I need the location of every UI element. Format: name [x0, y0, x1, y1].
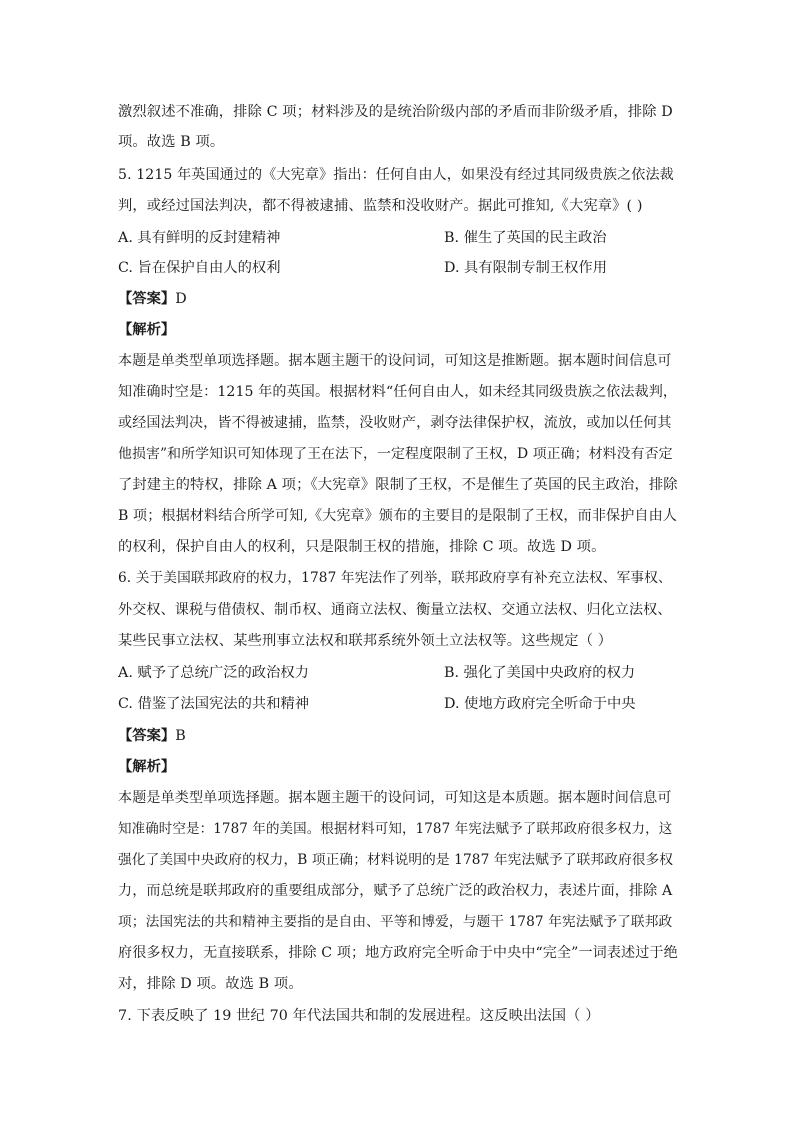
q5-option-c: C. 旨在保护自由人的权利 — [118, 260, 281, 276]
q6-option-c: C. 借鉴了法国宪法的共和精神 — [118, 696, 310, 712]
q5-analysis-line-1: 本题是单类型单项选择题。据本题主题干的设问词，可知这是推断题。据本题时间信息可 — [118, 353, 672, 369]
q5-option-b: B. 催生了英国的民主政治 — [444, 230, 607, 246]
q6-answer-value: B — [175, 728, 186, 744]
q6-analysis-line-6: 府很多权力，无直接联系，排除 C 项；地方政府完全听命于中央中“完全”一词表述过于绝 — [118, 945, 678, 961]
q6-option-b: B. 强化了美国中央政府的权力 — [444, 665, 636, 681]
q5-analysis-line-4: 他损害”和所学知识可知体现了王在法下，一定程度限制了王权，D 项正确；材料没有否定 — [118, 446, 673, 462]
prev-analysis-line-2: 项。故选 B 项。 — [118, 134, 225, 150]
q5-option-d: D. 具有限制专制王权作用 — [444, 260, 608, 276]
q6-analysis-line-7: 对，排除 D 项。故选 B 项。 — [118, 976, 303, 992]
q6-stem-line-1: 6. 关于美国联邦政府的权力，1787 年宪法作了列举，联邦政府享有补充立法权、军事权、 — [118, 570, 672, 586]
q5-analysis-line-7: 的权利，保护自由人的权利，只是限制王权的措施，排除 C 项。故选 D 项。 — [118, 539, 606, 555]
q7-stem: 7. 下表反映了 19 世纪 70 年代法国共和制的发展进程。这反映出法国（ ） — [118, 1008, 600, 1024]
q6-analysis-line-1: 本题是单类型单项选择题。据本题主题干的设问词，可知这是本质题。据本题时间信息可 — [118, 790, 672, 806]
q5-analysis-line-2: 知准确时空是：1215 年的英国。根据材料“任何自由人，如未经其同级贵族之依法裁判， — [118, 384, 678, 400]
q6-answer-label: 【答案】 — [118, 728, 176, 744]
q6-analysis-line-5: 项；法国宪法的共和精神主要指的是自由、平等和博爱，与题干 1787 年宪法赋予了联邦政 — [118, 914, 673, 930]
q5-analysis-line-3: 或经国法判决，皆不得被逮捕，监禁，没收财产，剥夺法律保护权，流放，或加以任何其 — [118, 415, 672, 431]
q5-answer-label: 【答案】 — [118, 291, 176, 307]
q6-analysis-line-2: 知准确时空是：1787 年的美国。根据材料可知，1787 年宪法赋予了联邦政府很多权力，这 — [118, 821, 673, 837]
q6-answer — [118, 726, 186, 746]
q5-answer — [118, 289, 187, 309]
q5-answer-value: D — [175, 291, 187, 307]
q6-stem-line-2: 外交权、课税与借债权、制币权、通商立法权、衡量立法权、交通立法权、归化立法权、 — [118, 602, 672, 618]
q6-option-d: D. 使地方政府完全听命于中央 — [444, 696, 636, 712]
prev-analysis-line-1: 激烈叙述不准确，排除 C 项；材料涉及的是统治阶级内部的矛盾而非阶级矛盾，排除 D — [118, 104, 673, 120]
q5-option-a: A. 具有鲜明的反封建精神 — [118, 230, 281, 246]
q5-analysis-line-6: B 项；根据材料结合所学可知,《大宪章》颁布的主要目的是限制了王权，而非保护自由人 — [118, 508, 677, 524]
q5-analysis-line-5: 了封建主的特权，排除 A 项；《大宪章》限制了王权，不是催生了英国的民主政治，排除 — [118, 477, 678, 493]
q6-analysis-line-3: 强化了美国中央政府的权力，B 项正确；材料说明的是 1787 年宪法赋予了联邦政府很多权 — [118, 852, 674, 868]
q5-stem-line-1: 5. 1215 年英国通过的《大宪章》指出：任何自由人，如果没有经过其同级贵族之依法裁 — [118, 167, 674, 183]
q5-stem-line-2: 判，或经过国法判决，都不得被逮捕、监禁和没收财产。据此可推知,《大宪章》( ) — [118, 198, 643, 214]
q6-analysis-line-4: 力，而总统是联邦政府的重要组成部分，赋予了总统广泛的政治权力，表述片面，排除 A — [118, 883, 673, 899]
q6-stem-line-3: 某些民事立法权、某些刑事立法权和联邦系统外领土立法权等。这些规定（ ） — [118, 633, 613, 649]
q5-analysis-heading: 【解析】 — [118, 322, 176, 338]
q6-option-a: A. 赋予了总统广泛的政治权力 — [118, 665, 309, 681]
q6-analysis-heading: 【解析】 — [118, 759, 176, 775]
